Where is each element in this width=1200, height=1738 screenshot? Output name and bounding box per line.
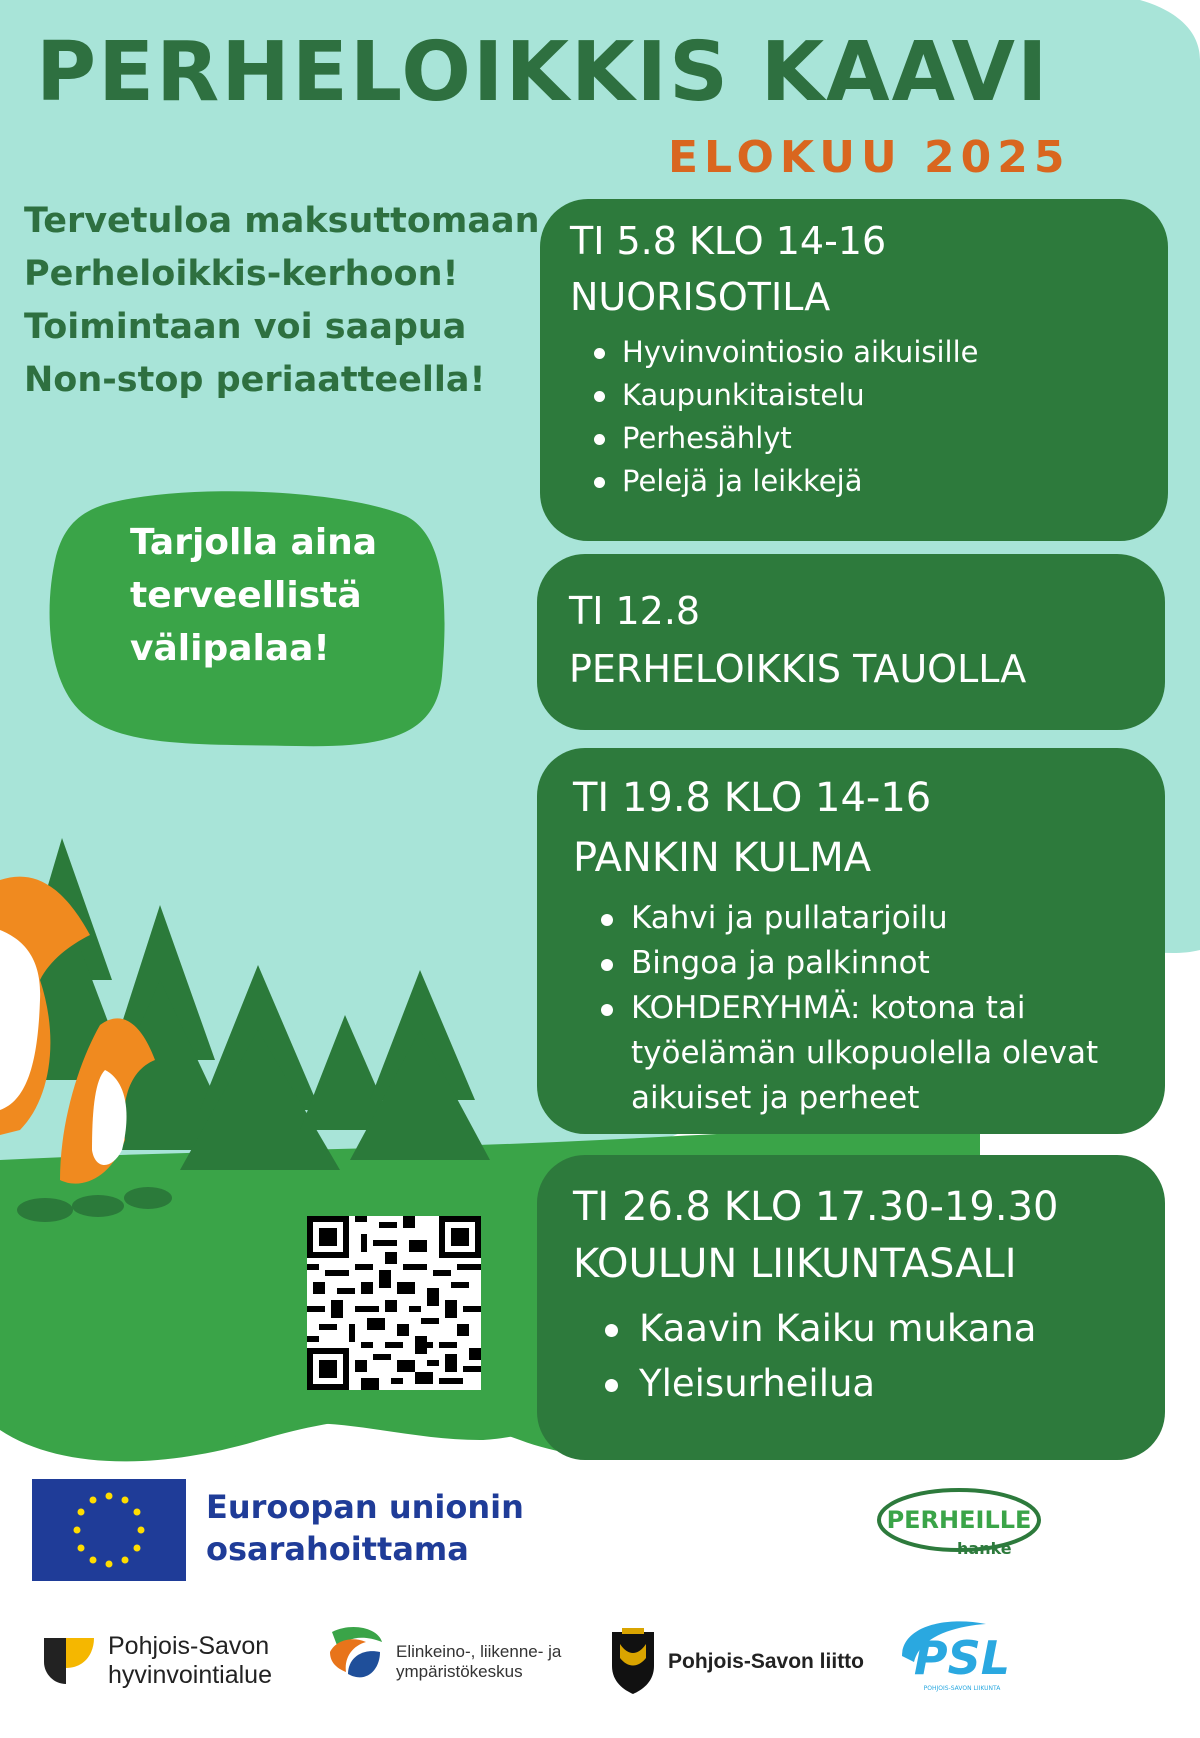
snack-line: Tarjolla aina [130, 522, 378, 563]
logo-text-line: Elinkeino-, liikenne- ja [396, 1642, 562, 1661]
snack-line: terveellistä [130, 575, 362, 616]
event-location: PANKIN KULMA [573, 835, 872, 881]
page-subtitle: ELOKUU 2025 [668, 132, 1071, 183]
activity-item: Perhesählyt [622, 417, 1168, 460]
intro-line: Toimintaan voi saapua [24, 307, 467, 347]
pohjois-savon-hyvinvointialue-logo [44, 1630, 304, 1694]
psl-logo-text: PSL [913, 1631, 1011, 1685]
event-location: PERHELOIKKIS TAUOLLA [569, 647, 1027, 691]
intro-text [24, 195, 544, 407]
event-date: TI 19.8 KLO 14-16 [573, 775, 932, 821]
event-date: TI 12.8 [569, 589, 701, 633]
intro-line: Perheloikkis-kerhoon! [24, 254, 459, 294]
pohjois-savon-liitto-logo [608, 1628, 878, 1700]
activity-item: Kahvi ja pullatarjoilu [631, 896, 1165, 941]
activity-item: Bingoa ja palkinnot [631, 941, 1165, 986]
event-card-5-8 [540, 199, 1168, 541]
perheille-hanke-logo [876, 1484, 1042, 1564]
activity-item: Pelejä ja leikkejä [622, 460, 1168, 503]
perheille-logo-text: PERHEILLE [886, 1506, 1032, 1534]
eu-funding-text [206, 1486, 524, 1570]
intro-line: Non-stop periaatteella! [24, 360, 486, 400]
ely-keskus-logo [322, 1622, 582, 1694]
coat-of-arms-icon [608, 1628, 658, 1694]
activity-item: KOHDERYHMÄ: kotona tai työelämän ulkopuolella olevat aikuiset ja perheet [631, 986, 1101, 1121]
event-date: TI 5.8 KLO 14-16 [570, 219, 887, 263]
activity-item: Hyvinvointiosio aikuisille [622, 331, 1168, 374]
snack-line: välipalaa! [130, 628, 330, 669]
qr-code[interactable] [307, 1216, 481, 1390]
event-date: TI 26.8 KLO 17.30-19.30 [573, 1184, 1059, 1230]
eu-stars-icon [32, 1479, 186, 1581]
page-title: PERHELOIKKIS KAAVI [36, 25, 1050, 120]
eu-text-line: osarahoittama [206, 1530, 469, 1568]
event-activity-list [537, 1301, 1165, 1411]
event-activity-list [537, 896, 1165, 1121]
event-card-19-8 [537, 748, 1165, 1134]
activity-item: Kaupunkitaistelu [622, 374, 1168, 417]
event-card-26-8 [537, 1155, 1165, 1460]
event-activity-list [540, 331, 1168, 503]
logo-text-line: hyvinvointialue [108, 1661, 272, 1689]
psl-logo-subtext: POHJOIS-SAVON LIIKUNTA [923, 1685, 1001, 1692]
event-location: NUORISOTILA [570, 275, 831, 319]
eu-flag [32, 1479, 186, 1581]
event-card-12-8 [537, 554, 1165, 730]
ely-icon [322, 1622, 390, 1690]
psl-icon [896, 1616, 1026, 1696]
psl-logo [896, 1616, 1026, 1696]
snack-text [130, 516, 377, 675]
logo-text-line: ympäristökeskus [396, 1662, 523, 1681]
snack-bubble [46, 486, 448, 754]
perheille-logo-sub: -hanke [950, 1539, 1012, 1558]
eu-text-line: Euroopan unionin [206, 1488, 524, 1526]
activity-item: Yleisurheilua [639, 1356, 1165, 1411]
event-location: KOULUN LIIKUNTASALI [573, 1241, 1017, 1287]
logo-text-line: Pohjois-Savon liitto [668, 1650, 865, 1673]
hyvinvointialue-icon [44, 1634, 100, 1690]
activity-item: Kaavin Kaiku mukana [639, 1301, 1165, 1356]
intro-line: Tervetuloa maksuttomaan [24, 201, 540, 241]
logo-text-line: Pohjois-Savon [108, 1632, 270, 1660]
